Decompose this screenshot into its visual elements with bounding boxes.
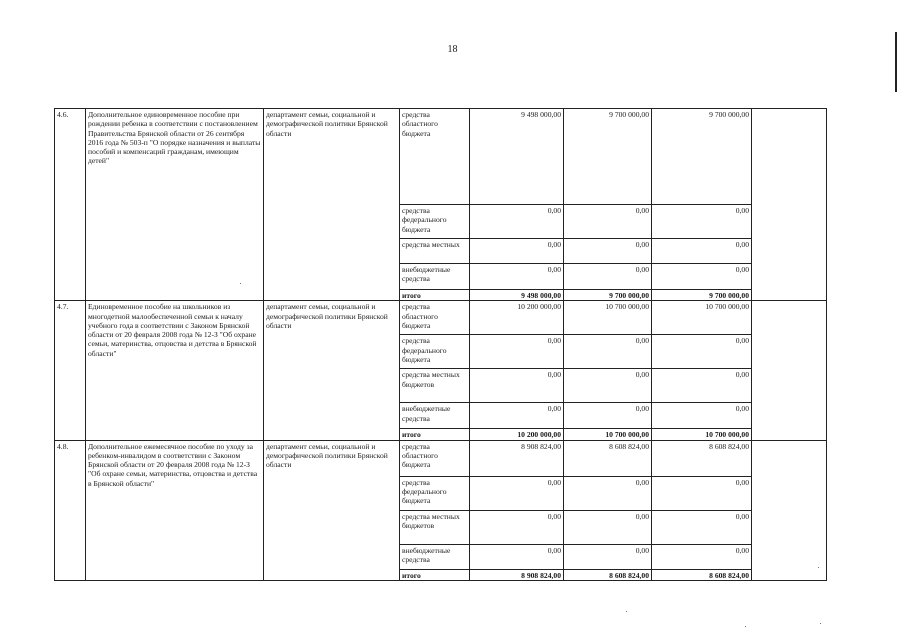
amount-year-3: 9 700 000,00 bbox=[652, 290, 752, 301]
funding-source: средства местных bbox=[400, 239, 470, 264]
budget-table bbox=[54, 108, 827, 581]
amount-year-1: 9 498 000,00 bbox=[470, 109, 564, 205]
row-number: 4.8. bbox=[55, 440, 86, 580]
amount-year-2: 0,00 bbox=[564, 510, 652, 544]
executor-name: департамент семьи, социальной и демографической политики Брянской области bbox=[264, 109, 400, 301]
amount-year-3: 0,00 bbox=[652, 264, 752, 290]
amount-year-3: 0,00 bbox=[652, 544, 752, 569]
amount-year-2: 0,00 bbox=[564, 264, 652, 290]
funding-source: внебюджетные средства bbox=[400, 403, 470, 429]
amount-year-3: 8 608 824,00 bbox=[652, 569, 752, 580]
amount-year-1: 0,00 bbox=[470, 369, 564, 403]
amount-year-2: 0,00 bbox=[564, 476, 652, 510]
amount-year-2: 8 608 824,00 bbox=[564, 569, 652, 580]
funding-source: средства местных бюджетов bbox=[400, 510, 470, 544]
empty-cell bbox=[752, 109, 827, 301]
amount-year-3: 0,00 bbox=[652, 369, 752, 403]
amount-year-1: 8 908 824,00 bbox=[470, 440, 564, 476]
empty-cell bbox=[752, 440, 827, 580]
amount-year-1: 0,00 bbox=[470, 205, 564, 239]
amount-year-3: 0,00 bbox=[652, 239, 752, 264]
executor-name: департамент семьи, социальной и демографической политики Брянской области bbox=[264, 301, 400, 440]
amount-year-1: 0,00 bbox=[470, 403, 564, 429]
executor-name: департамент семьи, социальной и демографической политики Брянской области bbox=[264, 440, 400, 580]
funding-source-total: итого bbox=[400, 290, 470, 301]
table-row bbox=[55, 301, 827, 335]
amount-year-2: 0,00 bbox=[564, 369, 652, 403]
amount-year-1: 0,00 bbox=[470, 544, 564, 569]
amount-year-1: 0,00 bbox=[470, 264, 564, 290]
page-number: 18 bbox=[447, 44, 458, 55]
amount-year-3: 0,00 bbox=[652, 403, 752, 429]
measure-name: Единовременное пособие на школьников из многодетной малообеспеченной семьи к началу учебного года в соответствии с Законом Брянской области от 20 февраля 2008 года № 12-З "Об охране семьи, материнства, отцовства и детства в Брянской области" bbox=[86, 301, 264, 440]
amount-year-1: 0,00 bbox=[470, 510, 564, 544]
funding-source: внебюджетные средства bbox=[400, 544, 470, 569]
amount-year-1: 9 498 000,00 bbox=[470, 290, 564, 301]
amount-year-2: 10 700 000,00 bbox=[564, 301, 652, 335]
funding-source: средства местных бюджетов bbox=[400, 369, 470, 403]
table-row bbox=[55, 440, 827, 476]
funding-source: средства федерального бюджета bbox=[400, 335, 470, 369]
amount-year-1: 0,00 bbox=[470, 239, 564, 264]
amount-year-1: 10 200 000,00 bbox=[470, 429, 564, 440]
measure-name: Дополнительное единовременное пособие при рождении ребенка в соответствии с постановлением Правительства Брянской области от 26 сентября 2016 года № 503-п "О порядке назначения и выплаты пособий и компенсаций гражданам, имеющим детей" bbox=[86, 109, 264, 301]
amount-year-2: 0,00 bbox=[564, 403, 652, 429]
amount-year-1: 0,00 bbox=[470, 335, 564, 369]
amount-year-3: 10 700 000,00 bbox=[652, 301, 752, 335]
amount-year-2: 9 700 000,00 bbox=[564, 290, 652, 301]
row-number: 4.7. bbox=[55, 301, 86, 440]
amount-year-1: 10 200 000,00 bbox=[470, 301, 564, 335]
funding-source: внебюджетные средства bbox=[400, 264, 470, 290]
amount-year-1: 0,00 bbox=[470, 476, 564, 510]
funding-source: средства областного бюджета bbox=[400, 109, 470, 205]
amount-year-2: 10 700 000,00 bbox=[564, 429, 652, 440]
funding-source: средства областного бюджета bbox=[400, 301, 470, 335]
scan-speck bbox=[820, 623, 821, 624]
funding-source: средства федерального бюджета bbox=[400, 205, 470, 239]
amount-year-2: 0,00 bbox=[564, 239, 652, 264]
amount-year-2: 9 700 000,00 bbox=[564, 109, 652, 205]
scan-edge-mark bbox=[895, 32, 897, 92]
amount-year-3: 0,00 bbox=[652, 476, 752, 510]
amount-year-2: 8 608 824,00 bbox=[564, 440, 652, 476]
table-row bbox=[55, 109, 827, 205]
amount-year-2: 0,00 bbox=[564, 335, 652, 369]
measure-name: Дополнительное ежемесячное пособие по уходу за ребенком-инвалидом в соответствии с Законом Брянской области от 20 февраля 2008 года № 12-З "Об охране семьи, материнства, отцовства и детства в Брянской области" bbox=[86, 440, 264, 580]
funding-source: средства областного бюджета bbox=[400, 440, 470, 476]
amount-year-3: 8 608 824,00 bbox=[652, 440, 752, 476]
scan-speck bbox=[626, 611, 627, 612]
scan-speck bbox=[745, 626, 746, 627]
amount-year-2: 0,00 bbox=[564, 205, 652, 239]
funding-source-total: итого bbox=[400, 569, 470, 580]
amount-year-3: 0,00 bbox=[652, 335, 752, 369]
amount-year-1: 8 908 824,00 bbox=[470, 569, 564, 580]
amount-year-2: 0,00 bbox=[564, 544, 652, 569]
amount-year-3: 0,00 bbox=[652, 205, 752, 239]
funding-source: средства федерального бюджета bbox=[400, 476, 470, 510]
empty-cell bbox=[752, 301, 827, 440]
amount-year-3: 10 700 000,00 bbox=[652, 429, 752, 440]
amount-year-3: 0,00 bbox=[652, 510, 752, 544]
funding-source-total: итого bbox=[400, 429, 470, 440]
amount-year-3: 9 700 000,00 bbox=[652, 109, 752, 205]
row-number: 4.6. bbox=[55, 109, 86, 301]
